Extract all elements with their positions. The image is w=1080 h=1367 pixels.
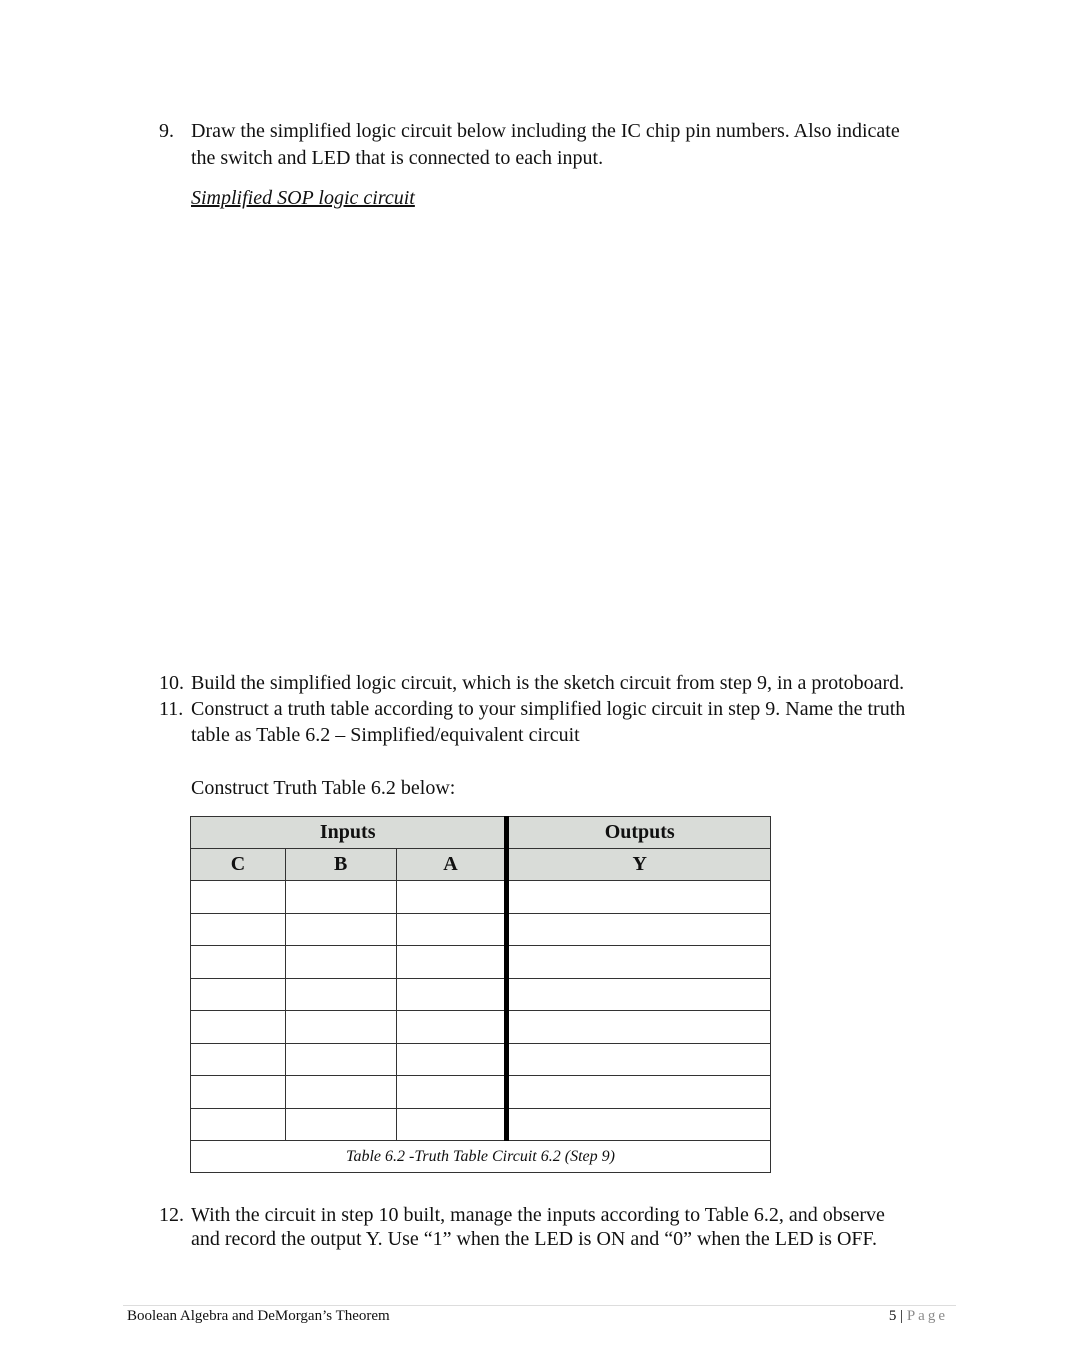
table-row bbox=[191, 946, 771, 979]
cell-y bbox=[507, 881, 771, 914]
cell-c bbox=[191, 978, 286, 1011]
step-11-line-2: table as Table 6.2 – Simplified/equivalent circuit bbox=[191, 724, 580, 746]
table-row bbox=[191, 1108, 771, 1141]
outputs-header: Outputs bbox=[507, 817, 771, 849]
table-row bbox=[191, 881, 771, 914]
cell-b bbox=[285, 1011, 396, 1044]
step-12-line-1: With the circuit in step 10 built, manage the inputs according to Table 6.2, and observe bbox=[191, 1204, 885, 1226]
cell-a bbox=[396, 1043, 507, 1076]
cell-a bbox=[396, 978, 507, 1011]
cell-a bbox=[396, 1108, 507, 1141]
page-indicator bbox=[889, 1308, 948, 1325]
cell-b bbox=[285, 881, 396, 914]
step-10-text: Build the simplified logic circuit, which is the sketch circuit from step 9, in a protoboard. bbox=[191, 672, 905, 694]
inputs-header: Inputs bbox=[191, 817, 507, 849]
step-9-number: 9. bbox=[159, 120, 174, 142]
cell-y bbox=[507, 978, 771, 1011]
table-caption-row bbox=[191, 1141, 771, 1173]
cell-a bbox=[396, 913, 507, 946]
cell-a bbox=[396, 1011, 507, 1044]
footer-divider bbox=[123, 1305, 956, 1306]
cell-a bbox=[396, 946, 507, 979]
cell-a bbox=[396, 881, 507, 914]
truth-table bbox=[190, 816, 771, 1173]
step-12-number: 12. bbox=[159, 1204, 184, 1226]
column-a-header: A bbox=[396, 849, 507, 881]
table-column-header-row bbox=[191, 849, 771, 881]
cell-c bbox=[191, 1043, 286, 1076]
table-row bbox=[191, 978, 771, 1011]
cell-c bbox=[191, 881, 286, 914]
column-y-header: Y bbox=[507, 849, 771, 881]
cell-y bbox=[507, 1108, 771, 1141]
column-c-header: C bbox=[191, 849, 286, 881]
cell-c bbox=[191, 913, 286, 946]
table-row bbox=[191, 1076, 771, 1109]
cell-b bbox=[285, 913, 396, 946]
cell-b bbox=[285, 978, 396, 1011]
step-12-line-2: and record the output Y. Use “1” when the LED is ON and “0” when the LED is OFF. bbox=[191, 1228, 878, 1250]
cell-b bbox=[285, 1043, 396, 1076]
cell-c bbox=[191, 1108, 286, 1141]
page-separator: | bbox=[900, 1308, 904, 1324]
step-9-subheading: Simplified SOP logic circuit bbox=[191, 187, 415, 209]
cell-y bbox=[507, 913, 771, 946]
cell-b bbox=[285, 1108, 396, 1141]
table-group-header-row bbox=[191, 817, 771, 849]
table-row bbox=[191, 913, 771, 946]
cell-c bbox=[191, 1076, 286, 1109]
footer-title: Boolean Algebra and DeMorgan’s Theorem bbox=[127, 1308, 390, 1324]
table-row bbox=[191, 1011, 771, 1044]
cell-c bbox=[191, 1011, 286, 1044]
cell-y bbox=[507, 946, 771, 979]
step-11-line-1: Construct a truth table according to your simplified logic circuit in step 9. Name the truth bbox=[191, 698, 906, 720]
column-b-header: B bbox=[285, 849, 396, 881]
step-9-line-2: the switch and LED that is connected to each input. bbox=[191, 147, 604, 169]
step-10-number: 10. bbox=[159, 672, 184, 694]
step-11-instruction: Construct Truth Table 6.2 below: bbox=[191, 777, 456, 799]
cell-y bbox=[507, 1076, 771, 1109]
cell-b bbox=[285, 1076, 396, 1109]
cell-b bbox=[285, 946, 396, 979]
step-9-line-1: Draw the simplified logic circuit below including the IC chip pin numbers. Also indicate bbox=[191, 120, 900, 142]
cell-a bbox=[396, 1076, 507, 1109]
cell-y bbox=[507, 1043, 771, 1076]
step-11-number: 11. bbox=[159, 698, 184, 720]
table-caption: Table 6.2 -Truth Table Circuit 6.2 (Step 9) bbox=[191, 1141, 771, 1173]
cell-c bbox=[191, 946, 286, 979]
page-label: Page bbox=[906, 1308, 948, 1324]
table-row bbox=[191, 1043, 771, 1076]
cell-y bbox=[507, 1011, 771, 1044]
page-number: 5 bbox=[888, 1308, 897, 1324]
